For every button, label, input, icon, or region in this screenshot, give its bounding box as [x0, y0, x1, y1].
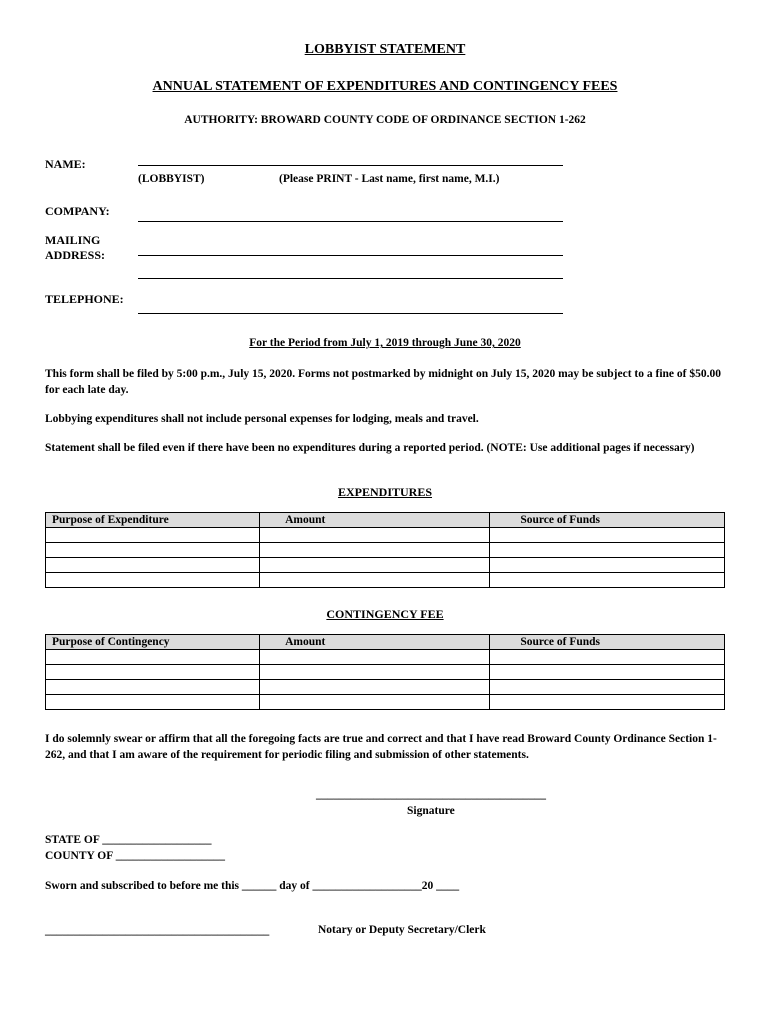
table-cell[interactable] — [260, 558, 490, 573]
column-header: Purpose of Expenditure — [46, 513, 260, 528]
table-row — [46, 680, 725, 695]
table-cell[interactable] — [260, 650, 490, 665]
sworn-line[interactable]: Sworn and subscribed to before me this ______ day of ___________________20 ____ — [45, 880, 460, 892]
table-header-row — [46, 635, 725, 650]
print-note: (Please PRINT - Last name, first name, M.I.) — [279, 173, 500, 185]
table-cell[interactable] — [490, 528, 725, 543]
address-field-line-1[interactable] — [138, 255, 563, 256]
telephone-label: TELEPHONE: — [45, 292, 124, 306]
company-label: COMPANY: — [45, 204, 110, 218]
contingency-title: CONTINGENCY FEE — [326, 607, 444, 621]
table-cell[interactable] — [46, 665, 260, 680]
table-row — [46, 695, 725, 710]
state-of-line[interactable]: STATE OF ___________________ — [45, 834, 212, 846]
name-field-line[interactable] — [138, 165, 563, 166]
column-header: Amount — [260, 635, 490, 650]
table-cell[interactable] — [46, 528, 260, 543]
table-row — [46, 528, 725, 543]
column-header: Source of Funds — [490, 513, 725, 528]
telephone-field-line[interactable] — [138, 313, 563, 314]
table-cell[interactable] — [260, 573, 490, 588]
name-label: NAME: — [45, 157, 86, 171]
table-cell[interactable] — [490, 680, 725, 695]
expenditures-table — [45, 512, 725, 588]
table-cell[interactable] — [46, 650, 260, 665]
mailing-label-1: MAILING — [45, 233, 101, 247]
table-header-row — [46, 513, 725, 528]
contingency-table — [45, 634, 725, 710]
table-cell[interactable] — [490, 573, 725, 588]
table-cell[interactable] — [260, 680, 490, 695]
table-cell[interactable] — [46, 558, 260, 573]
column-header: Purpose of Contingency — [46, 635, 260, 650]
authority-line: AUTHORITY: BROWARD COUNTY CODE OF ORDINANCE SECTION 1-262 — [184, 114, 586, 126]
company-field-line[interactable] — [138, 221, 563, 222]
table-cell[interactable] — [46, 573, 260, 588]
table-row — [46, 665, 725, 680]
form-title: LOBBYIST STATEMENT — [304, 42, 466, 57]
table-cell[interactable] — [490, 665, 725, 680]
period-line: For the Period from July 1, 2019 through June 30, 2020 — [249, 337, 521, 349]
signature-line[interactable]: ________________________________________ — [316, 789, 546, 801]
table-cell[interactable] — [46, 543, 260, 558]
table-row — [46, 650, 725, 665]
notary-signature-line[interactable]: _______________________________________ — [45, 925, 270, 937]
form-subtitle: ANNUAL STATEMENT OF EXPENDITURES AND CONTINGENCY FEES — [152, 79, 618, 94]
table-row — [46, 558, 725, 573]
table-cell[interactable] — [260, 665, 490, 680]
exclusions-paragraph: Lobbying expenditures shall not include personal expenses for lodging, meals and travel. — [45, 413, 479, 425]
table-cell[interactable] — [490, 558, 725, 573]
table-cell[interactable] — [260, 528, 490, 543]
table-cell[interactable] — [260, 695, 490, 710]
address-field-line-2[interactable] — [138, 278, 563, 279]
column-header: Source of Funds — [490, 635, 725, 650]
lobbyist-note: (LOBBYIST) — [138, 173, 205, 185]
filing-paragraph: This form shall be filed by 5:00 p.m., July 15, 2020. Forms not postmarked by midnight on July 15, 2020 may be subject to a fine of $50.00 for each late day. — [45, 368, 721, 396]
table-cell[interactable] — [490, 650, 725, 665]
table-cell[interactable] — [46, 695, 260, 710]
mailing-label-2: ADDRESS: — [45, 248, 106, 262]
oath-paragraph: I do solemnly swear or affirm that all the foregoing facts are true and correct and that I have read Broward County Ordinance Section 1-262, and that I am aware of the requirement for periodic filing and submission of other statements. — [45, 733, 717, 761]
statement-paragraph: Statement shall be filed even if there have been no expenditures during a reported period. (NOTE: Use additional pages if necessary) — [45, 442, 695, 454]
table-row — [46, 543, 725, 558]
column-header: Amount — [260, 513, 490, 528]
notary-label: Notary or Deputy Secretary/Clerk — [318, 924, 486, 936]
table-row — [46, 573, 725, 588]
table-cell[interactable] — [46, 680, 260, 695]
table-cell[interactable] — [490, 695, 725, 710]
table-cell[interactable] — [490, 543, 725, 558]
county-of-line[interactable]: COUNTY OF ___________________ — [45, 850, 225, 862]
expenditures-title: EXPENDITURES — [337, 485, 433, 499]
table-cell[interactable] — [260, 543, 490, 558]
signature-label: Signature — [407, 805, 455, 817]
